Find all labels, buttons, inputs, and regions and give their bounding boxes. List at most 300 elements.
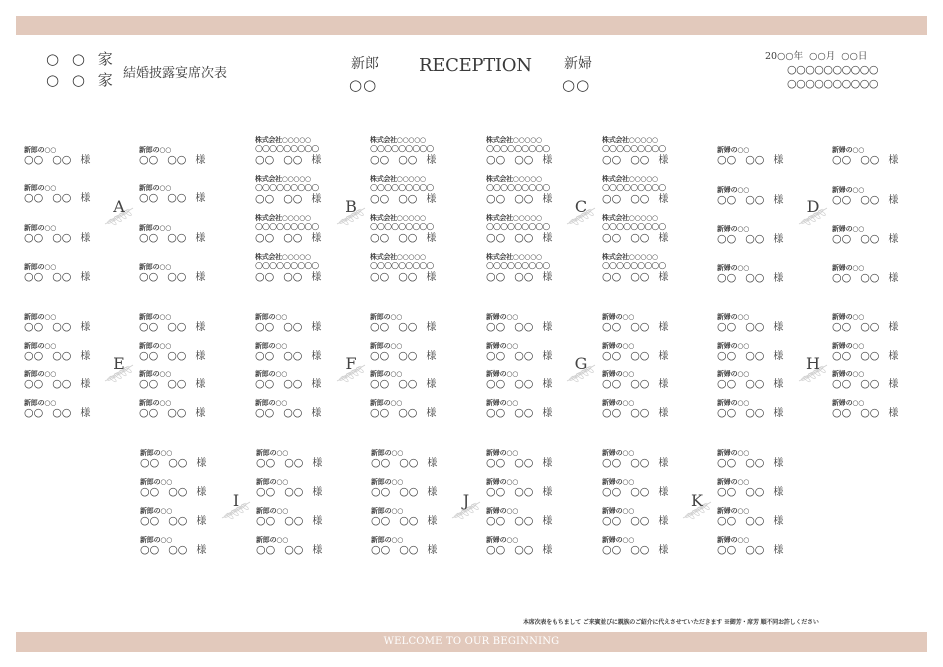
- guest-relation: 新婦の○○: [717, 369, 750, 378]
- honorific: 様: [658, 233, 669, 244]
- guest-entry: [139, 342, 205, 363]
- guest-relation: 新婦の○○: [602, 477, 635, 486]
- guest-name-family: ○○: [140, 456, 160, 469]
- guest-name-family: ○○: [139, 153, 159, 166]
- honorific: 様: [311, 322, 322, 333]
- guest-name: [486, 350, 552, 363]
- guest-entry: [139, 146, 205, 167]
- guest-entry: [832, 370, 898, 391]
- guest-name-given: ○○: [399, 543, 419, 556]
- honorific: 様: [80, 233, 91, 244]
- guest-name: [24, 350, 90, 363]
- guest-relation: 新婦の○○: [717, 145, 750, 154]
- guest-name-family: ○○: [255, 377, 275, 390]
- guest-name: [140, 515, 206, 528]
- guest-name-family: ○○: [255, 270, 275, 283]
- guest-name-family: ○○: [139, 191, 159, 204]
- guest-relation: 新郎の○○: [370, 369, 403, 378]
- honorific: 様: [80, 322, 91, 333]
- table-marker-b: [333, 198, 369, 228]
- guest-name: [602, 350, 668, 363]
- guest-relation: 新郎の○○: [370, 312, 403, 321]
- guest-relation: 新婦の○○: [717, 341, 750, 350]
- guest-relation: 新郎の○○: [24, 183, 57, 192]
- honorific: 様: [658, 155, 669, 166]
- guest-name-given: ○○: [860, 349, 880, 362]
- guest-name-given: ○○: [745, 349, 765, 362]
- guest-name-family: ○○: [486, 456, 506, 469]
- guest-name-family: ○○: [486, 320, 506, 333]
- guest-name: [255, 193, 321, 206]
- honorific: 様: [542, 351, 553, 362]
- guest-name-family: ○○: [717, 232, 737, 245]
- guest-name-family: ○○: [256, 456, 276, 469]
- guest-name-given: ○○: [398, 270, 418, 283]
- guest-entry: [486, 313, 552, 334]
- guest-position: ○○○○○○○○○: [602, 144, 666, 154]
- guest-entry: [256, 478, 322, 499]
- family-name-1: ○ ○ 家: [46, 50, 117, 68]
- guest-name: [717, 515, 783, 528]
- guest-name: [255, 271, 321, 284]
- guest-position: ○○○○○○○○○: [255, 261, 319, 271]
- honorific: 様: [312, 545, 323, 556]
- guest-relation: 新婦の○○: [486, 448, 519, 457]
- honorific: 様: [773, 351, 784, 362]
- guest-relation: 新郎の○○: [371, 506, 404, 515]
- guest-position: ○○○○○○○○○: [486, 144, 550, 154]
- guest-name: [24, 154, 90, 167]
- guest-name-given: ○○: [52, 153, 72, 166]
- guest-name: [486, 154, 552, 167]
- guest-name: [139, 350, 205, 363]
- table-letter: A: [113, 197, 125, 216]
- guest-company: 株式会社○○○○○: [602, 252, 658, 261]
- guest-name: [832, 378, 898, 391]
- guest-entry: [832, 225, 898, 246]
- guest-name-family: ○○: [717, 406, 737, 419]
- guest-entry: [602, 478, 668, 499]
- guest-relation: 新婦の○○: [602, 312, 635, 321]
- guest-name: [832, 321, 898, 334]
- honorific: 様: [773, 545, 784, 556]
- guest-entry: [602, 252, 668, 284]
- guest-entry: [24, 263, 90, 284]
- guest-name-family: ○○: [370, 192, 390, 205]
- guest-entry: [602, 135, 668, 167]
- guest-name: [371, 457, 437, 470]
- guest-name-family: ○○: [602, 543, 622, 556]
- guest-name-family: ○○: [832, 193, 852, 206]
- guest-relation: 新婦の○○: [717, 398, 750, 407]
- guest-name: [602, 154, 668, 167]
- guest-name: [602, 457, 668, 470]
- honorific: 様: [312, 487, 323, 498]
- honorific: 様: [195, 379, 206, 390]
- guest-name-given: ○○: [745, 232, 765, 245]
- guest-name: [139, 192, 205, 205]
- guest-name: [139, 378, 205, 391]
- guest-relation: 新郎の○○: [24, 369, 57, 378]
- guest-relation: 新婦の○○: [832, 185, 865, 194]
- guest-name: [717, 544, 783, 557]
- guest-name: [717, 321, 783, 334]
- honorific: 様: [773, 516, 784, 527]
- honorific: 様: [311, 194, 322, 205]
- guest-name-given: ○○: [630, 231, 650, 244]
- guest-relation: 新婦の○○: [717, 448, 750, 457]
- guest-name-given: ○○: [283, 270, 303, 283]
- guest-name-family: ○○: [486, 231, 506, 244]
- guest-relation: 新郎の○○: [371, 477, 404, 486]
- honorific: 様: [888, 195, 899, 206]
- honorific: 様: [311, 233, 322, 244]
- guest-company: 株式会社○○○○○: [255, 135, 311, 144]
- guest-name: [602, 232, 668, 245]
- guest-name: [486, 378, 552, 391]
- guest-position: ○○○○○○○○○: [602, 261, 666, 271]
- honorific: 様: [195, 155, 206, 166]
- guest-name-family: ○○: [255, 192, 275, 205]
- guest-name: [602, 486, 668, 499]
- guest-relation: 新郎の○○: [139, 145, 172, 154]
- guest-name-given: ○○: [168, 456, 188, 469]
- guest-name: [139, 154, 205, 167]
- honorific: 様: [195, 408, 206, 419]
- venue-line-2: ○○○○○○○○○○: [787, 77, 878, 90]
- guest-entry: [717, 342, 783, 363]
- guest-name: [371, 515, 437, 528]
- honorific: 様: [773, 195, 784, 206]
- guest-relation: 新郎の○○: [140, 448, 173, 457]
- honorific: 様: [542, 194, 553, 205]
- guest-name: [371, 544, 437, 557]
- honorific: 様: [80, 379, 91, 390]
- guest-name-family: ○○: [602, 192, 622, 205]
- guest-name: [255, 350, 321, 363]
- guest-name-family: ○○: [717, 153, 737, 166]
- guest-name: [486, 407, 552, 420]
- honorific: 様: [311, 351, 322, 362]
- guest-name: [602, 544, 668, 557]
- guest-entry: [139, 224, 205, 245]
- guest-company: 株式会社○○○○○: [255, 213, 311, 222]
- guest-company: 株式会社○○○○○: [602, 135, 658, 144]
- guest-name-given: ○○: [514, 231, 534, 244]
- guest-company: 株式会社○○○○○: [370, 135, 426, 144]
- guest-name-family: ○○: [832, 320, 852, 333]
- groom-label: 新郎: [351, 56, 379, 72]
- guest-position: ○○○○○○○○○: [370, 261, 434, 271]
- guest-name-given: ○○: [52, 191, 72, 204]
- guest-name-given: ○○: [52, 406, 72, 419]
- honorific: 様: [196, 516, 207, 527]
- honorific: 様: [542, 379, 553, 390]
- guest-name: [139, 271, 205, 284]
- guest-entry: [139, 399, 205, 420]
- guest-name: [832, 233, 898, 246]
- guest-name-given: ○○: [284, 485, 304, 498]
- guest-relation: 新婦の○○: [717, 263, 750, 272]
- guest-relation: 新婦の○○: [717, 185, 750, 194]
- guest-entry: [24, 146, 90, 167]
- guest-name-family: ○○: [832, 349, 852, 362]
- guest-name-given: ○○: [283, 406, 303, 419]
- guest-name-family: ○○: [139, 231, 159, 244]
- guest-name-family: ○○: [370, 320, 390, 333]
- guest-name: [256, 544, 322, 557]
- guest-relation: 新郎の○○: [371, 535, 404, 544]
- guest-name-family: ○○: [255, 231, 275, 244]
- honorific: 様: [312, 516, 323, 527]
- guest-entry: [486, 507, 552, 528]
- guest-name-given: ○○: [398, 231, 418, 244]
- honorific: 様: [658, 194, 669, 205]
- honorific: 様: [658, 516, 669, 527]
- guest-relation: 新婦の○○: [717, 506, 750, 515]
- guest-relation: 新郎の○○: [255, 312, 288, 321]
- guest-name-given: ○○: [399, 456, 419, 469]
- guest-name-family: ○○: [486, 349, 506, 362]
- honorific: 様: [542, 487, 553, 498]
- guest-name-family: ○○: [602, 456, 622, 469]
- guest-name: [256, 486, 322, 499]
- guest-name-given: ○○: [630, 377, 650, 390]
- guest-name: [486, 193, 552, 206]
- guest-name-given: ○○: [168, 514, 188, 527]
- guest-name: [24, 271, 90, 284]
- guest-name-given: ○○: [398, 192, 418, 205]
- table-marker-j: [448, 492, 484, 522]
- guest-entry: [486, 399, 552, 420]
- guest-name-given: ○○: [398, 377, 418, 390]
- guest-entry: [717, 536, 783, 557]
- guest-position: ○○○○○○○○○: [370, 183, 434, 193]
- guest-name: [370, 321, 436, 334]
- guest-entry: [717, 146, 783, 167]
- table-marker-h: [795, 355, 831, 385]
- guest-name-given: ○○: [398, 406, 418, 419]
- guest-entry: [371, 536, 437, 557]
- honorific: 様: [195, 272, 206, 283]
- guest-name-given: ○○: [745, 271, 765, 284]
- guest-entry: [717, 399, 783, 420]
- guest-name: [139, 232, 205, 245]
- guest-name-family: ○○: [486, 485, 506, 498]
- guest-name-given: ○○: [399, 485, 419, 498]
- guest-relation: 新郎の○○: [255, 369, 288, 378]
- footnote: 本席次表をもちまして ご来賓並びに親族のご紹介に代えさせていただきます ※御芳・席芳 順不同お許しください: [523, 619, 819, 626]
- guest-name-family: ○○: [24, 270, 44, 283]
- honorific: 様: [80, 193, 91, 204]
- guest-company: 株式会社○○○○○: [486, 174, 542, 183]
- guest-relation: 新郎の○○: [370, 398, 403, 407]
- honorific: 様: [888, 408, 899, 419]
- guest-company: 株式会社○○○○○: [486, 252, 542, 261]
- guest-company: 株式会社○○○○○: [486, 213, 542, 222]
- guest-name: [717, 378, 783, 391]
- guest-relation: 新郎の○○: [256, 506, 289, 515]
- guest-entry: [140, 507, 206, 528]
- guest-company: 株式会社○○○○○: [370, 252, 426, 261]
- guest-name-given: ○○: [745, 406, 765, 419]
- honorific: 様: [426, 155, 437, 166]
- guest-name-given: ○○: [52, 231, 72, 244]
- honorific: 様: [195, 351, 206, 362]
- guest-name: [602, 321, 668, 334]
- honorific: 様: [80, 351, 91, 362]
- guest-name-given: ○○: [745, 514, 765, 527]
- guest-company: 株式会社○○○○○: [486, 135, 542, 144]
- guest-name-family: ○○: [370, 231, 390, 244]
- guest-name: [256, 515, 322, 528]
- guest-entry: [370, 313, 436, 334]
- guest-entry: [486, 370, 552, 391]
- guest-entry: [139, 184, 205, 205]
- honorific: 様: [773, 458, 784, 469]
- guest-name: [602, 193, 668, 206]
- honorific: 様: [888, 234, 899, 245]
- guest-name-given: ○○: [514, 543, 534, 556]
- guest-name-given: ○○: [284, 514, 304, 527]
- guest-position: ○○○○○○○○○: [370, 144, 434, 154]
- guest-name-family: ○○: [139, 320, 159, 333]
- guest-name-family: ○○: [486, 543, 506, 556]
- guest-entry: [256, 536, 322, 557]
- guest-relation: 新婦の○○: [602, 448, 635, 457]
- guest-name-family: ○○: [717, 485, 737, 498]
- top-band: [16, 16, 927, 35]
- guest-entry: [24, 224, 90, 245]
- guest-name-given: ○○: [630, 514, 650, 527]
- guest-name: [24, 378, 90, 391]
- guest-entry: [139, 370, 205, 391]
- guest-entry: [832, 146, 898, 167]
- guest-name: [370, 350, 436, 363]
- guest-name-family: ○○: [486, 153, 506, 166]
- groom-name: ○○: [349, 76, 378, 94]
- guest-entry: [255, 135, 321, 167]
- guest-name-given: ○○: [52, 377, 72, 390]
- guest-relation: 新郎の○○: [140, 535, 173, 544]
- guest-name: [256, 457, 322, 470]
- table-letter: H: [806, 354, 820, 373]
- honorific: 様: [542, 545, 553, 556]
- guest-name: [255, 321, 321, 334]
- guest-name-given: ○○: [745, 456, 765, 469]
- honorific: 様: [658, 351, 669, 362]
- guest-relation: 新郎の○○: [256, 535, 289, 544]
- guest-name: [832, 272, 898, 285]
- guest-name-family: ○○: [24, 320, 44, 333]
- guest-name: [717, 407, 783, 420]
- table-marker-i: [218, 492, 254, 522]
- guest-entry: [255, 213, 321, 245]
- guest-relation: 新郎の○○: [139, 223, 172, 232]
- guest-name-family: ○○: [602, 231, 622, 244]
- guest-name: [832, 407, 898, 420]
- guest-name: [486, 515, 552, 528]
- guest-name-given: ○○: [630, 543, 650, 556]
- guest-name-given: ○○: [514, 320, 534, 333]
- guest-entry: [486, 536, 552, 557]
- guest-name: [602, 271, 668, 284]
- guest-name-given: ○○: [167, 270, 187, 283]
- guest-name: [717, 486, 783, 499]
- guest-name: [717, 272, 783, 285]
- guest-entry: [602, 213, 668, 245]
- guest-position: ○○○○○○○○○: [486, 261, 550, 271]
- guest-name: [139, 321, 205, 334]
- guest-name-given: ○○: [52, 270, 72, 283]
- honorific: 様: [888, 379, 899, 390]
- guest-relation: 新郎の○○: [139, 262, 172, 271]
- guest-relation: 新婦の○○: [832, 369, 865, 378]
- table-letter: D: [806, 197, 820, 216]
- guest-name: [370, 154, 436, 167]
- guest-name-family: ○○: [602, 153, 622, 166]
- honorific: 様: [426, 322, 437, 333]
- guest-name-given: ○○: [168, 543, 188, 556]
- guest-name: [832, 154, 898, 167]
- guest-name-family: ○○: [370, 349, 390, 362]
- guest-entry: [24, 184, 90, 205]
- guest-name-family: ○○: [24, 349, 44, 362]
- guest-relation: 新郎の○○: [140, 477, 173, 486]
- guest-entry: [486, 342, 552, 363]
- table-letter: F: [345, 354, 357, 373]
- guest-name-family: ○○: [486, 514, 506, 527]
- guest-name-given: ○○: [283, 349, 303, 362]
- honorific: 様: [658, 545, 669, 556]
- guest-name-given: ○○: [52, 320, 72, 333]
- guest-name-given: ○○: [860, 271, 880, 284]
- guest-company: 株式会社○○○○○: [255, 174, 311, 183]
- guest-entry: [486, 478, 552, 499]
- guest-name-family: ○○: [370, 406, 390, 419]
- guest-name-given: ○○: [284, 456, 304, 469]
- guest-relation: 新婦の○○: [717, 535, 750, 544]
- guest-entry: [255, 399, 321, 420]
- guest-name-given: ○○: [860, 320, 880, 333]
- guest-entry: [717, 507, 783, 528]
- guest-relation: 新郎の○○: [139, 341, 172, 350]
- guest-name: [255, 154, 321, 167]
- guest-relation: 新婦の○○: [832, 398, 865, 407]
- honorific: 様: [658, 408, 669, 419]
- guest-name: [140, 486, 206, 499]
- guest-name-family: ○○: [24, 377, 44, 390]
- guest-name-given: ○○: [630, 349, 650, 362]
- guest-name-given: ○○: [514, 514, 534, 527]
- guest-name: [371, 486, 437, 499]
- guest-relation: 新婦の○○: [832, 312, 865, 321]
- honorific: 様: [311, 272, 322, 283]
- honorific: 様: [542, 322, 553, 333]
- guest-entry: [371, 507, 437, 528]
- guest-position: ○○○○○○○○○: [602, 183, 666, 193]
- guest-relation: 新郎の○○: [24, 341, 57, 350]
- guest-position: ○○○○○○○○○: [370, 222, 434, 232]
- guest-name-family: ○○: [24, 153, 44, 166]
- guest-name-family: ○○: [832, 271, 852, 284]
- guest-entry: [255, 252, 321, 284]
- guest-entry: [717, 225, 783, 246]
- guest-entry: [717, 449, 783, 470]
- guest-entry: [139, 263, 205, 284]
- guest-company: 株式会社○○○○○: [602, 213, 658, 222]
- guest-relation: 新婦の○○: [602, 369, 635, 378]
